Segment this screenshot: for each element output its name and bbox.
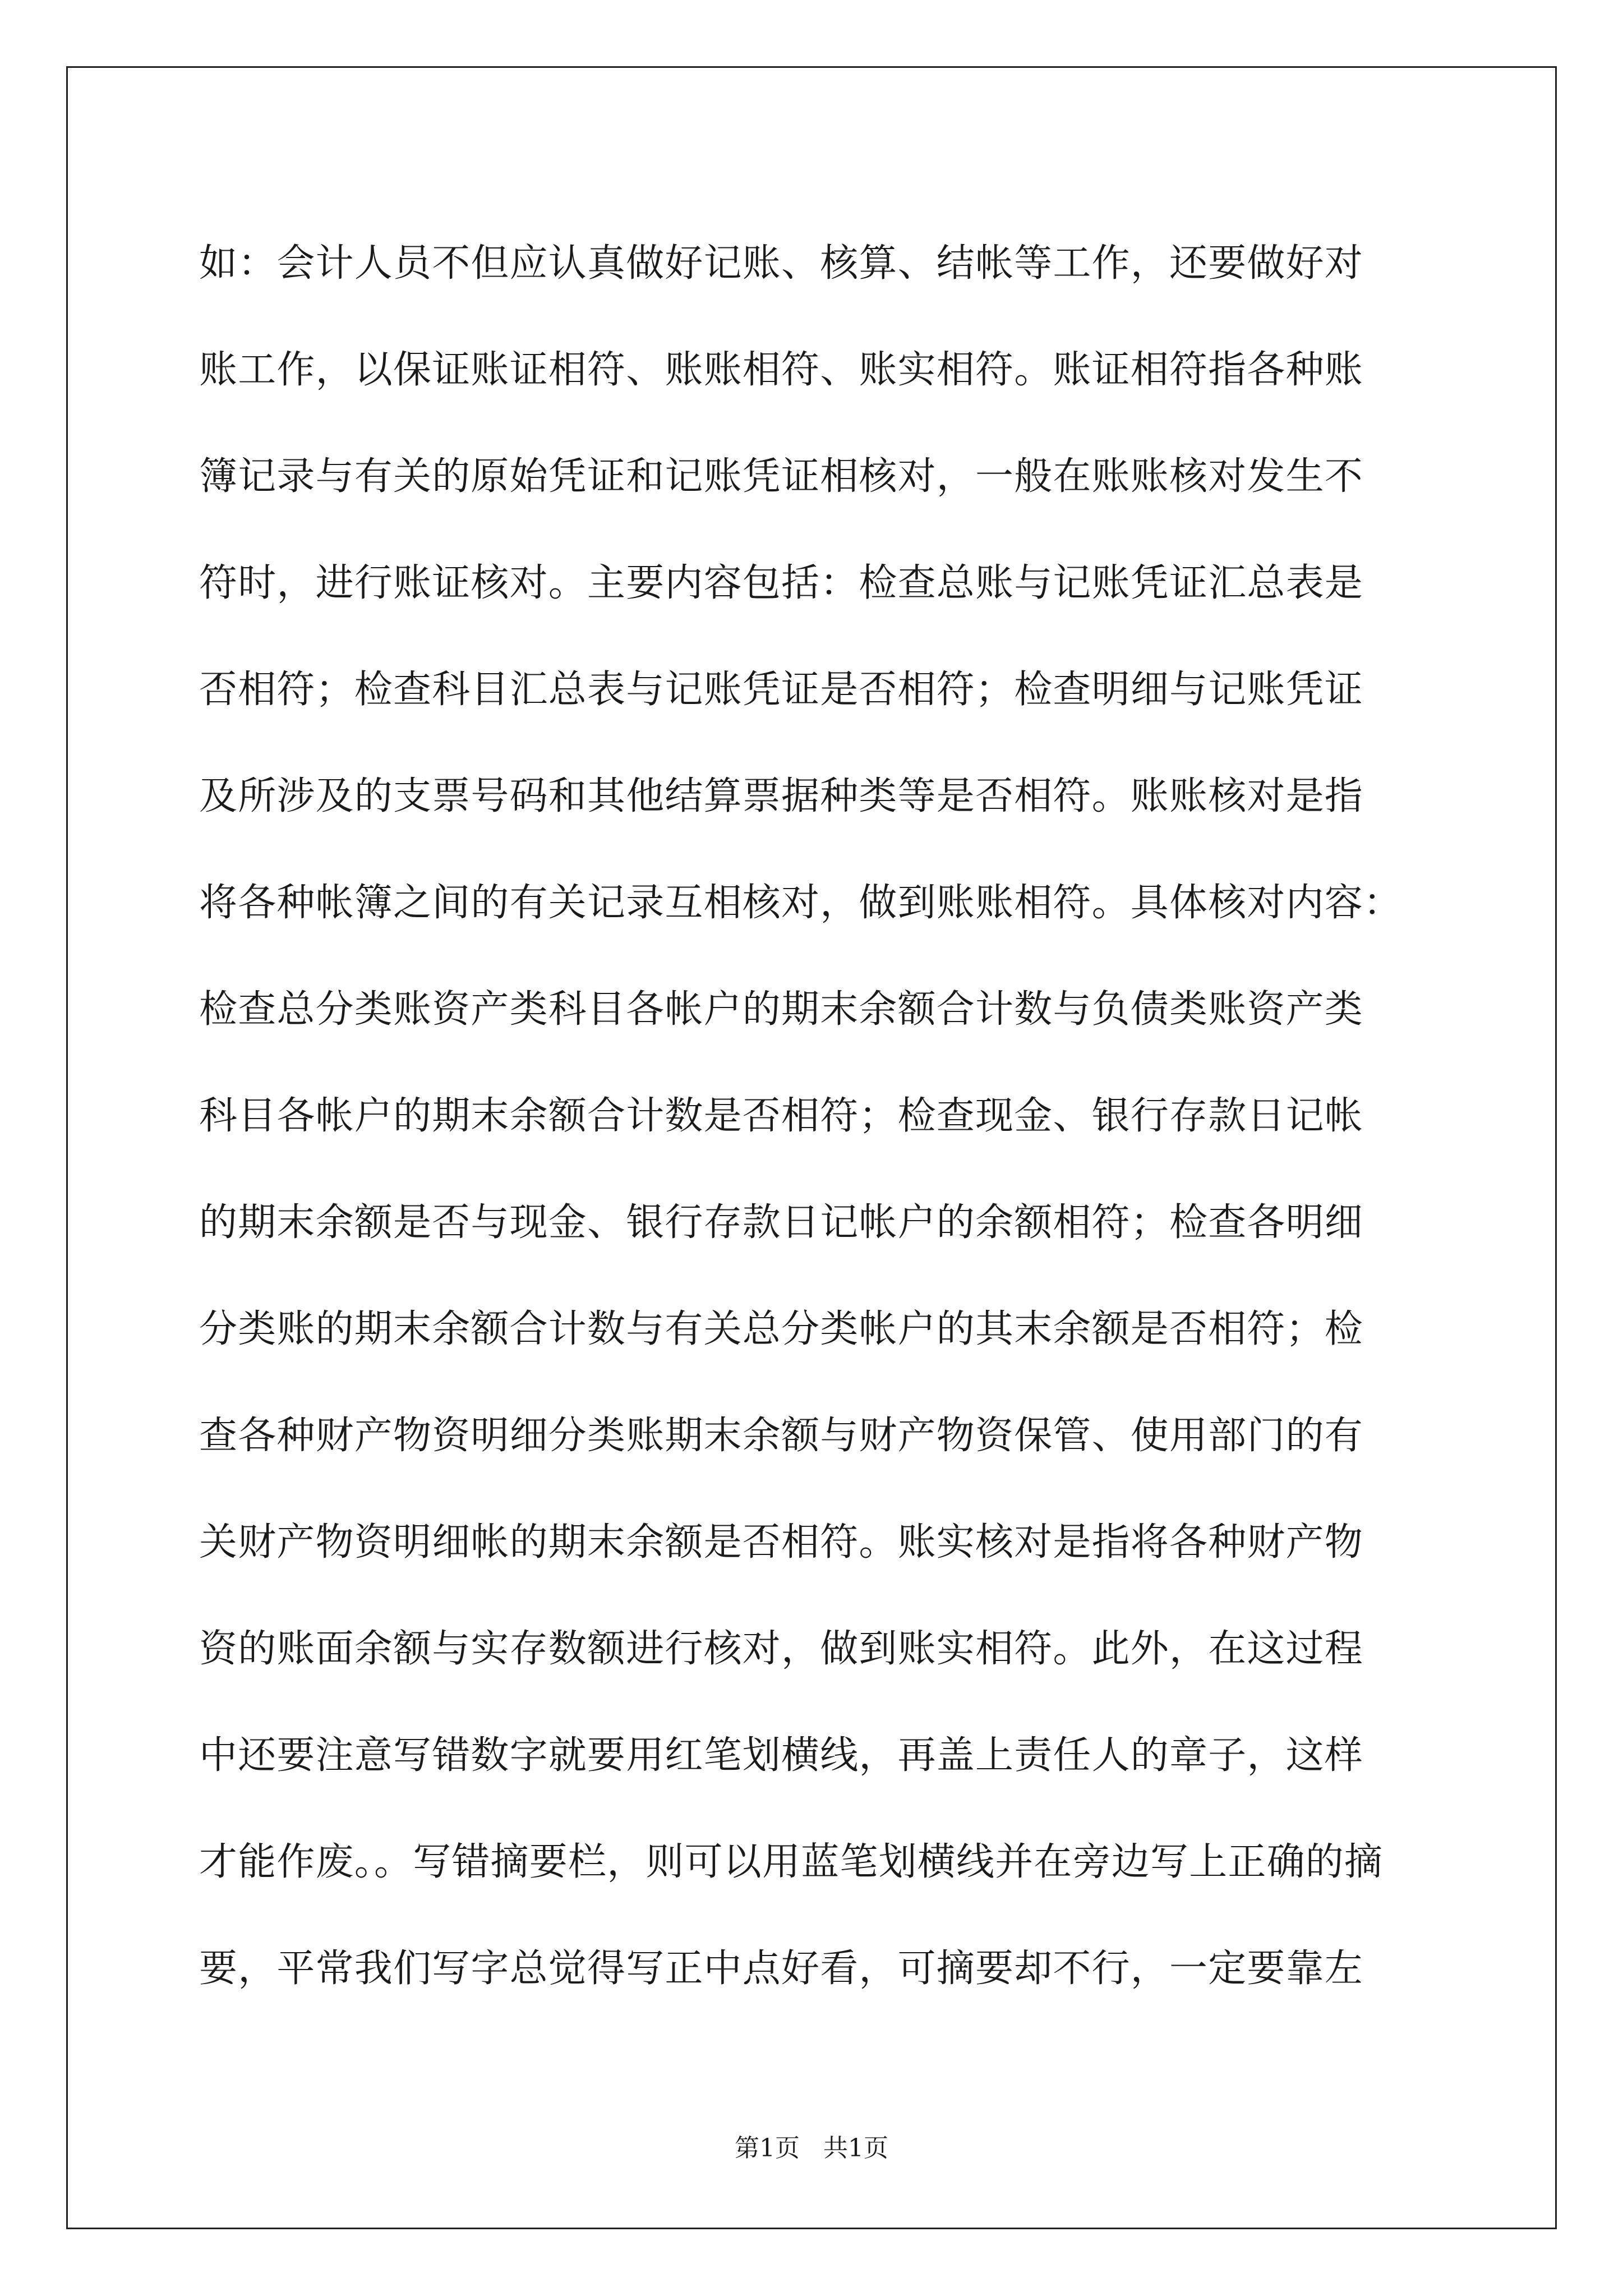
page-footer: 第1页 共1页 <box>735 2134 888 2162</box>
text-line: 关财产物资明细帐的期末余额是否相符。账实核对是指将各种财产物 <box>199 1520 1364 1565</box>
text-line: 否相符；检查科目汇总表与记账凭证是否相符；检查明细与记账凭证 <box>199 668 1364 712</box>
text-line: 要，平常我们写字总觉得写正中点好看，可摘要却不行，一定要靠左 <box>199 1947 1364 1991</box>
text-line: 资的账面余额与实存数额进行核对，做到账实相符。此外，在这过程 <box>199 1627 1364 1671</box>
document-body <box>199 210 1433 2022</box>
text-line: 查各种财产物资明细分类账期末余额与财产物资保管、使用部门的有 <box>199 1414 1364 1458</box>
text-line: 科目各帐户的期末余额合计数是否相符；检查现金、银行存款日记帐 <box>199 1094 1364 1138</box>
text-line: 及所涉及的支票号码和其他结算票据种类等是否相符。账账核对是指 <box>199 774 1364 818</box>
text-line: 分类账的期末余额合计数与有关总分类帐户的其末余额是否相符；检 <box>199 1307 1364 1351</box>
text-line: 才能作废。。写错摘要栏，则可以用蓝笔划横线并在旁边写上正确的摘 <box>199 1840 1384 1884</box>
text-line: 账工作，以保证账证相符、账账相符、账实相符。账证相符指各种账 <box>199 348 1364 392</box>
text-line: 检查总分类账资产类科目各帐户的期末余额合计数与负债类账资产类 <box>199 987 1364 1032</box>
text-line: 中还要注意写错数字就要用红笔划横线，再盖上责任人的章子，这样 <box>199 1733 1364 1778</box>
text-line: 簿记录与有关的原始凭证和记账凭证相核对，一般在账账核对发生不 <box>199 454 1364 499</box>
text-line: 如：会计人员不但应认真做好记账、核算、结帐等工作，还要做好对 <box>199 241 1364 286</box>
text-line: 将各种帐簿之间的有关记录互相核对，做到账账相符。具体核对内容： <box>199 881 1403 925</box>
text-line: 符时，进行账证核对。主要内容包括：检查总账与记账凭证汇总表是 <box>199 561 1364 605</box>
text-line: 的期末余额是否与现金、银行存款日记帐户的余额相符；检查各明细 <box>199 1200 1364 1245</box>
